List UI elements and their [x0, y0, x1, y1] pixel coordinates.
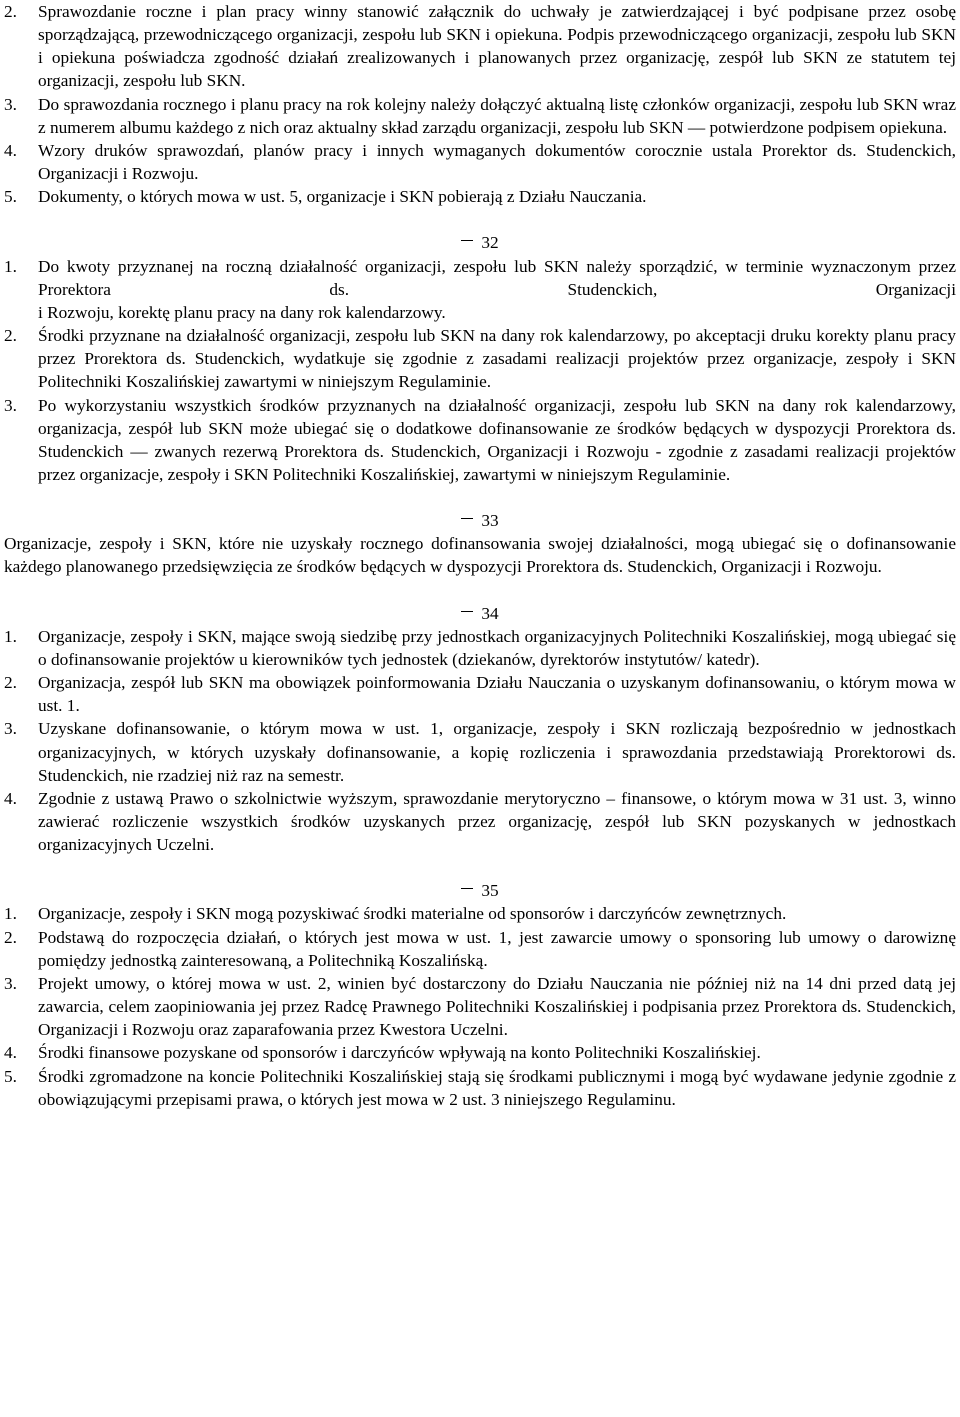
- item-text: Dokumenty, o których mowa w ust. 5, organizacje i SKN pobierają z Działu Nauczania.: [38, 187, 647, 207]
- item-number: 5.: [4, 187, 17, 207]
- section-heading: [4, 602, 956, 625]
- item-text: Organizacja, zespół lub SKN ma obowiązek poinformowania Działu Nauczania o uzyskanym dofinansowaniu, o którym mowa w ust. 1.: [38, 673, 956, 716]
- item-text: Organizacje, zespoły i SKN mogą pozyskiwać środki materialne od sponsorów i darczyńców zewnętrznych.: [38, 904, 787, 924]
- item-number: 5.: [4, 1066, 17, 1086]
- item-text: Środki zgromadzone na koncie Politechniki Koszalińskiej stają się środkami publicznymi i mogą być wydawane jedynie zgodnie z obowiązującymi przepisami prawa, o których jest mowa w 2 ust. 3 niniejszego Regulaminu.: [38, 1066, 956, 1109]
- section-35: [4, 879, 956, 1111]
- list-item: [4, 625, 956, 671]
- list-item: [4, 1065, 956, 1111]
- section-number: 32: [481, 233, 499, 253]
- item-text: Sprawozdanie roczne i plan pracy winny stanowić załącznik do uchwały je zatwierdzającej i być podpisane przez osobę sporządzającą, przewodniczącego organizacji, zespołu lub SKN i opiekuna. Podpis przewodniczącego organizacji, zespołu lub SKN i opiekuna poświadcza zgodność działań zrealizowanych i planowanych przez organizację, zespół lub SKN ze statutem tej organizacji, zespołu lub SKN.: [38, 2, 956, 91]
- section-heading: [4, 879, 956, 902]
- item-number: 4.: [4, 140, 17, 160]
- paragraph-mark: [461, 611, 473, 613]
- list-item: [4, 0, 956, 93]
- item-text: Po wykorzystaniu wszystkich środków przyznanych na działalność organizacji, zespołu lub SKN na dany rok kalendarzowy, organizacja, zespół lub SKN może ubiegać się o dodatkowe dofinansowanie ze środków będących w dyspozycji Prorektora ds. Studenckich — zwanych rezerwą Prorektora ds. Studenckich, Organizacji i Rozwoju - zgodnie z zasadami realizacji projektów przez organizacje, zespoły i SKN Politechniki Koszalińskiej, zawartymi w niniejszym Regulaminie.: [38, 395, 956, 484]
- item-number: 1.: [4, 904, 17, 924]
- list-item: [4, 1041, 956, 1064]
- item-continuation: i Rozwoju, korektę planu pracy na dany rok kalendarzowy.: [38, 302, 446, 322]
- item-text: Organizacje, zespoły i SKN, mające swoją siedzibę przy jednostkach organizacyjnych Politechniki Koszalińskiej, mogą ubiegać się o dofinansowanie projektów u kierowników tych jednostek (dziekanów, dyrektorów instytutów/ katedr).: [38, 626, 956, 669]
- item-text: Zgodnie z ustawą Prawo o szkolnictwie wyższym, sprawozdanie merytoryczno – finansowe, o którym mowa w 31 ust. 3, winno zawierać rozliczenie wszystkich środków uzyskanych przez organizację, zespół lub SKN pozyskanych w jednostkach organizacyjnych Uczelni.: [38, 788, 956, 855]
- item-number: 2.: [4, 673, 17, 693]
- item-number: 3.: [4, 973, 17, 993]
- list-item: [4, 324, 956, 393]
- item-text: Uzyskane dofinansowanie, o którym mowa w ust. 1, organizacje, zespoły i SKN rozliczają bezpośrednio w jednostkach organizacyjnych, w których uzyskały dofinansowanie, a kopię rozliczenia i sprawozdania przedstawiają Prorektorowi ds. Studenckich, nie rzadziej niż raz na semestr.: [38, 719, 956, 785]
- item-number: 4.: [4, 1043, 17, 1063]
- item-text: Środki finansowe pozyskane od sponsorów i darczyńców wpływają na konto Politechniki Koszalińskiej.: [38, 1043, 761, 1063]
- item-number: 2.: [4, 927, 17, 947]
- item-text: Środki przyznane na działalność organizacji, zespołu lub SKN na dany rok kalendarzowy, po akceptacji druku korekty planu pracy przez Prorektora ds. Studenckich, wydatkuje się zgodnie z zasadami realizacji projektów przez organizacje, zespoły i SKN Politechniki Koszalińskiej zawartymi w niniejszym Regulaminie.: [38, 326, 956, 392]
- section-number: 35: [481, 881, 499, 901]
- item-text: Do sprawozdania rocznego i planu pracy na rok kolejny należy dołączyć aktualną listę członków organizacji, zespołu lub SKN wraz z numerem albumu każdego z nich oraz aktualny skład zarządu organizacji, zespołu lub SKN — potwierdzone podpisem opiekuna.: [38, 94, 956, 137]
- paragraph-mark: [461, 888, 473, 890]
- list-item: [4, 394, 956, 487]
- list-item: [4, 972, 956, 1041]
- section-paragraph: Organizacje, zespoły i SKN, które nie uzyskały rocznego dofinansowania swojej działalności, mogą ubiegać się o dofinansowanie każdego planowanego przedsięwzięcia ze środków będących w dyspozycji Prorektora ds. Studenckich, Organizacji i Rozwoju.: [4, 534, 956, 577]
- list-item: [4, 139, 956, 185]
- list-item: [4, 717, 956, 786]
- list-item: [4, 185, 956, 208]
- item-text: Podstawą do rozpoczęcia działań, o których jest mowa w ust. 1, jest zawarcie umowy o sponsoring lub umowy o darowiznę pomiędzy jednostką zainteresowaną, a Politechniką Koszalińską.: [38, 927, 956, 970]
- item-number: 4.: [4, 788, 17, 808]
- section-31-continuation: [4, 0, 956, 208]
- item-number: 2.: [4, 326, 17, 346]
- section-number: 34: [481, 603, 499, 623]
- item-number: 3.: [4, 719, 17, 739]
- list-item: [4, 787, 956, 856]
- section-number: 33: [481, 511, 499, 531]
- paragraph-mark: [461, 518, 473, 520]
- item-number: 1.: [4, 256, 17, 276]
- item-text: Wzory druków sprawozdań, planów pracy i innych wymaganych dokumentów corocznie ustala Prorektor ds. Studenckich, Organizacji i Rozwoju.: [38, 140, 956, 184]
- section-heading: [4, 231, 956, 254]
- paragraph-mark: [461, 240, 473, 242]
- item-text: Projekt umowy, o której mowa w ust. 2, winien być dostarczony do Działu Nauczania nie później niż na 14 dni przed datą jej zawarcia, celem zaopiniowania jej przez Radcę Prawnego Politechniki Koszalińskiej i podpisania przez Prorektora ds. Studenckich, Organizacji i Rozwoju oraz zaparafowania przez Kwestora Uczelni.: [38, 973, 956, 1040]
- section-34: [4, 602, 956, 857]
- section-33: [4, 509, 956, 578]
- item-number: 3.: [4, 395, 17, 415]
- item-number: 2.: [4, 2, 17, 21]
- item-number: 1.: [4, 626, 17, 646]
- list-item: [4, 902, 956, 925]
- list-item: [4, 926, 956, 972]
- list-item: [4, 671, 956, 717]
- item-number: 3.: [4, 94, 17, 114]
- list-item: [4, 93, 956, 139]
- item-text: Do kwoty przyznanej na roczną działalność organizacji, zespołu lub SKN należy sporządzić, w terminie wyznaczonym przez Prorektora ds. Studenckich, Organizacji: [38, 256, 956, 299]
- section-32: [4, 231, 956, 486]
- list-item: [4, 255, 956, 301]
- section-heading: [4, 509, 956, 532]
